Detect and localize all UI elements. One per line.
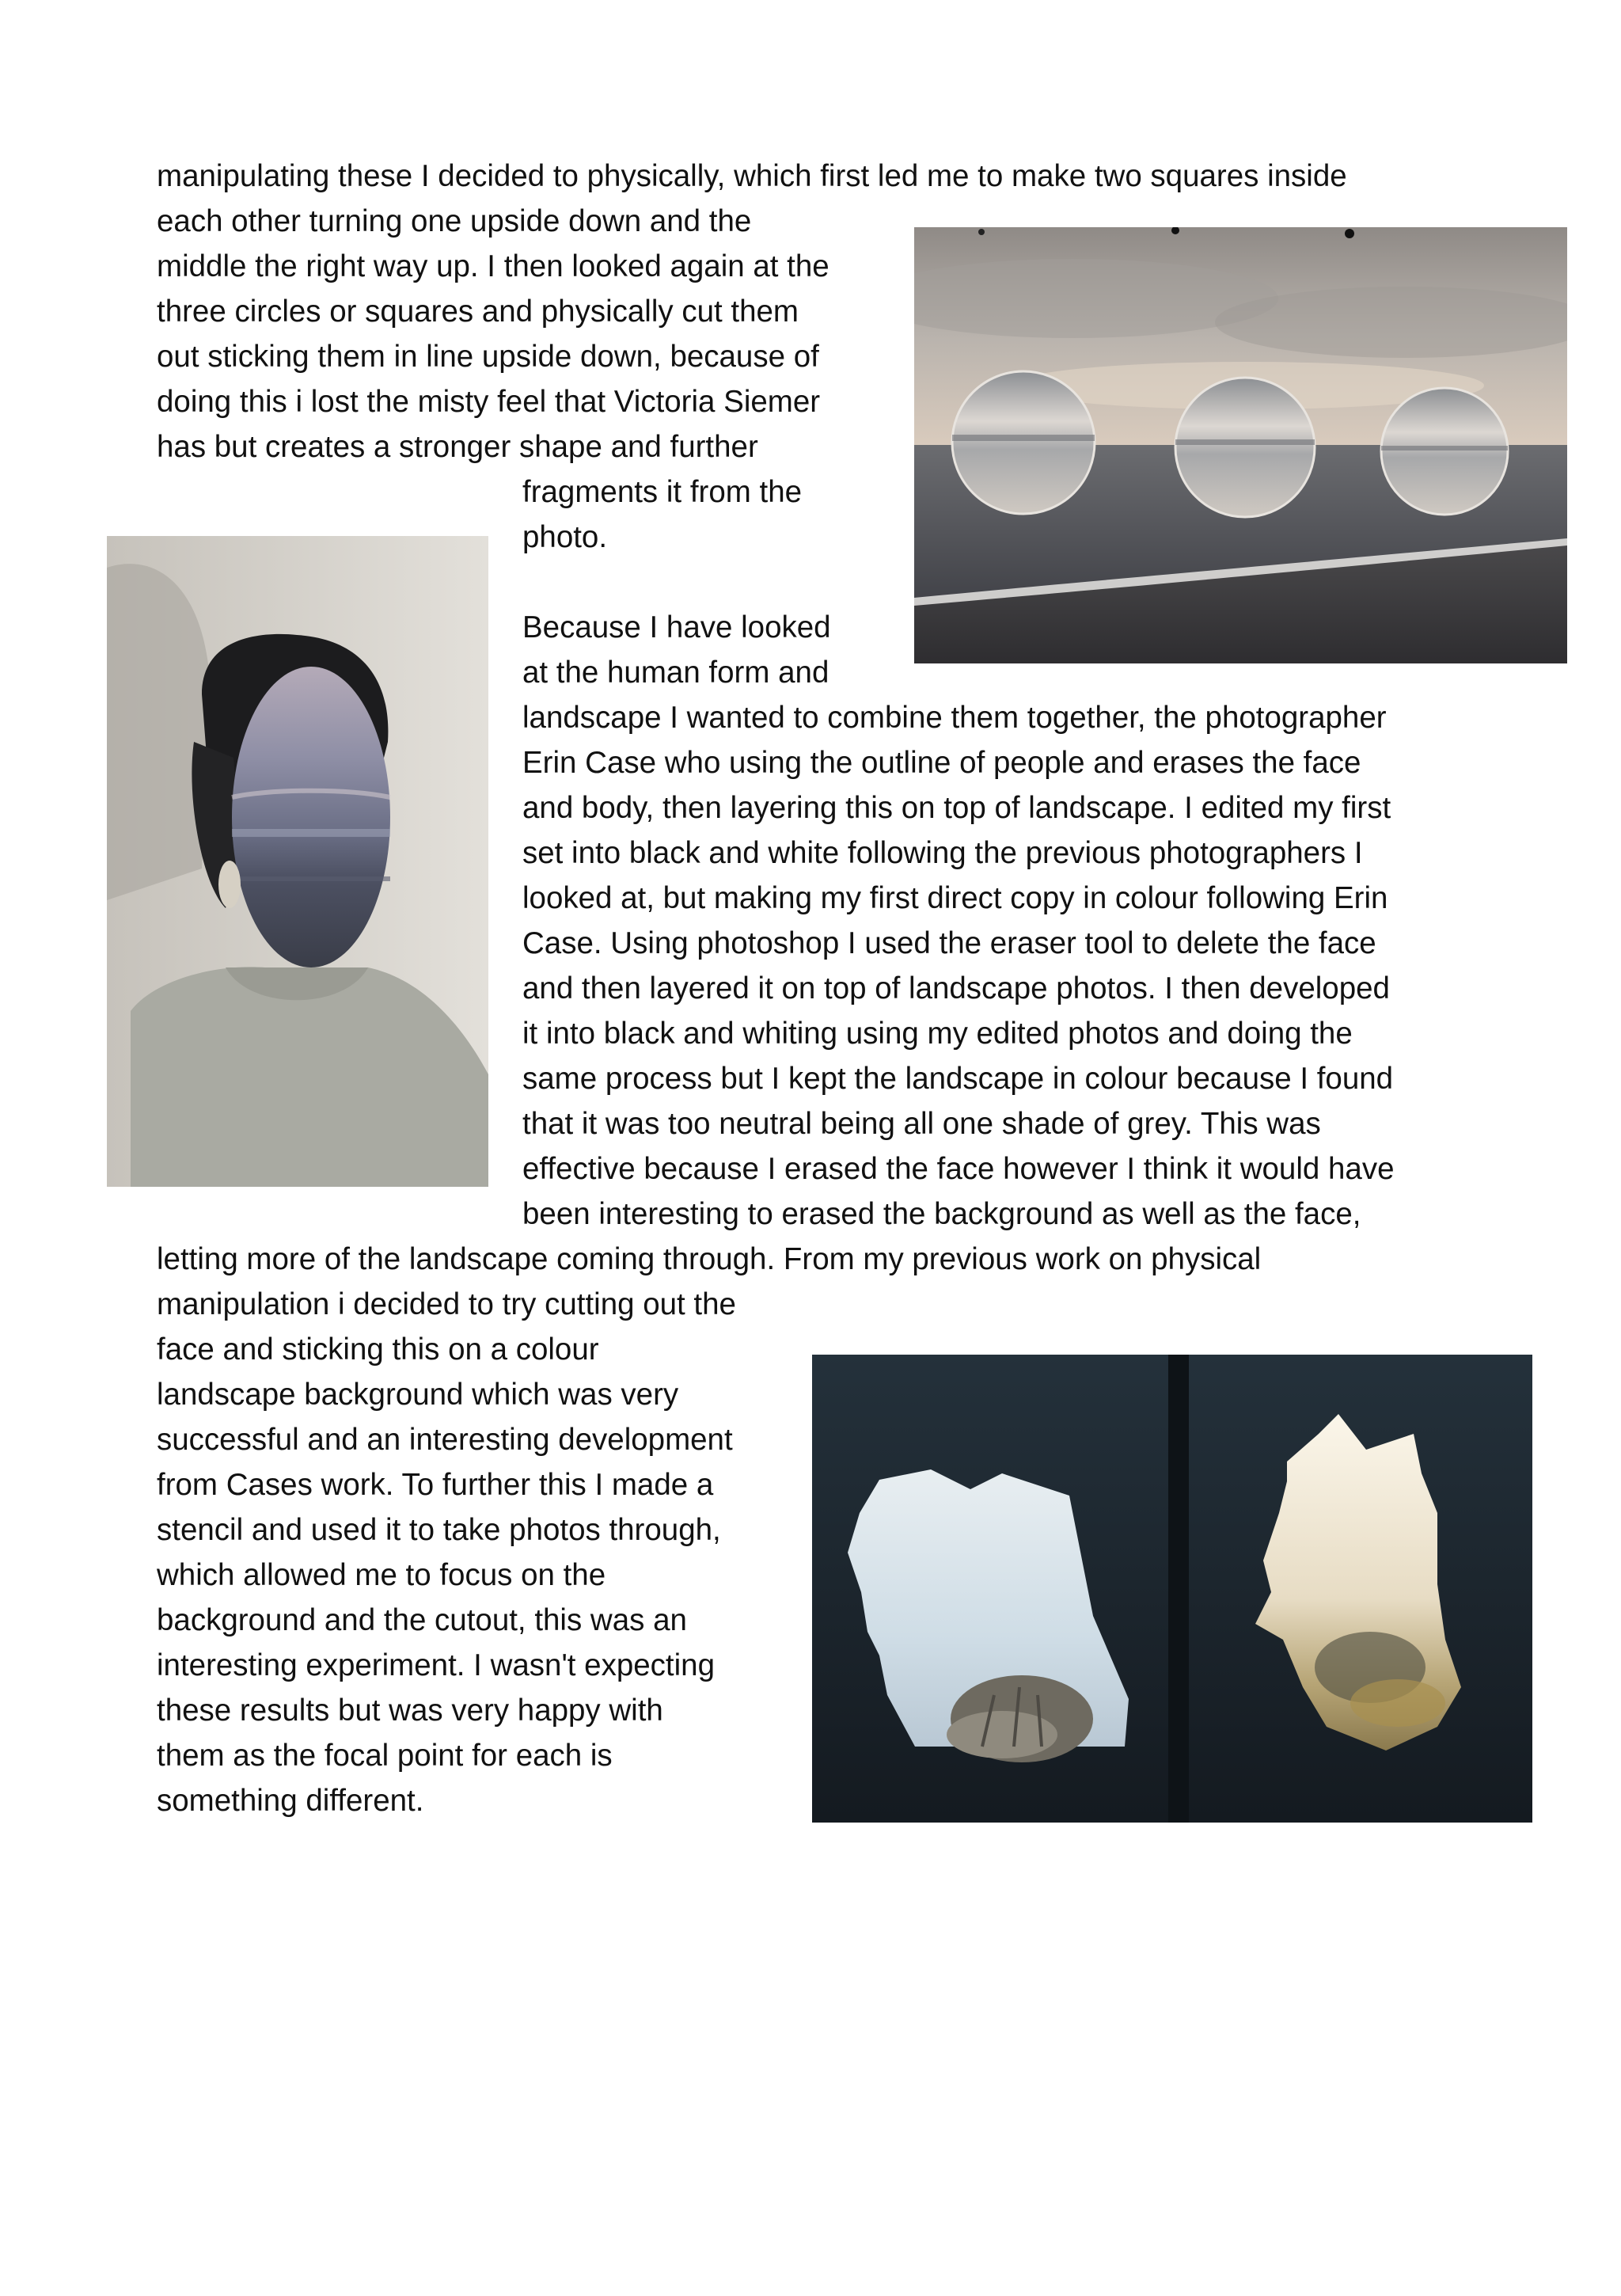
text-line-5: out sticking them in line upside down, because of <box>157 340 819 374</box>
text-line-31: which allowed me to focus on the <box>157 1558 606 1592</box>
text-line-12: landscape I wanted to combine them together, the photographer <box>522 701 1387 735</box>
text-line-25: manipulation i decided to try cutting out the <box>157 1287 736 1321</box>
text-line-36: something different. <box>157 1784 424 1818</box>
text-line-8: fragments it from the <box>522 475 803 509</box>
text-line-2: each other turning one upside down and the <box>157 204 752 238</box>
text-line-27: landscape background which was very <box>157 1378 679 1412</box>
text-line-7: has but creates a stronger shape and further <box>157 430 758 464</box>
text-line-32: background and the cutout, this was an <box>157 1603 687 1637</box>
portrait-photo <box>107 536 488 1187</box>
text-line-14: and body, then layering this on top of landscape. I edited my first <box>522 791 1391 825</box>
text-line-22: effective because I erased the face however I think it would have <box>522 1152 1395 1186</box>
text-line-18: and then layered it on top of landscape photos. I then developed <box>522 971 1390 1005</box>
text-line-10: Because I have looked <box>522 610 831 644</box>
text-line-16: looked at, but making my first direct copy in colour following Erin <box>522 881 1388 915</box>
text-line-19: it into black and whiting using my edited photos and doing the <box>522 1017 1353 1051</box>
text-line-33: interesting experiment. I wasn't expecting <box>157 1648 715 1682</box>
seascape-photo <box>914 227 1567 663</box>
text-line-17: Case. Using photoshop I used the eraser tool to delete the face <box>522 926 1376 960</box>
text-line-6: doing this i lost the misty feel that Victoria Siemer <box>157 385 821 419</box>
text-line-1: manipulating these I decided to physically, which first led me to make two squares inside <box>157 159 1347 193</box>
text-line-34: these results but was very happy with <box>157 1693 663 1728</box>
text-line-26: face and sticking this on a colour <box>157 1332 599 1367</box>
text-line-35: them as the focal point for each is <box>157 1739 613 1773</box>
text-line-28: successful and an interesting development <box>157 1423 733 1457</box>
text-line-3: middle the right way up. I then looked again at the <box>157 249 829 283</box>
text-line-21: that it was too neutral being all one shade of grey. This was <box>522 1107 1321 1141</box>
text-line-23: been interesting to erased the background as well as the face, <box>522 1197 1361 1231</box>
text-line-15: set into black and white following the previous photographers I <box>522 836 1363 870</box>
text-line-24: letting more of the landscape coming through. From my previous work on physical <box>157 1242 1262 1276</box>
text-line-11: at the human form and <box>522 656 829 690</box>
text-line-20: same process but I kept the landscape in colour because I found <box>522 1062 1394 1096</box>
stencil-photo <box>812 1355 1532 1823</box>
text-line-29: from Cases work. To further this I made a <box>157 1468 714 1502</box>
text-line-9: photo. <box>522 520 608 554</box>
text-line-30: stencil and used it to take photos through, <box>157 1513 721 1547</box>
text-line-13: Erin Case who using the outline of people and erases the face <box>522 746 1361 780</box>
text-line-4: three circles or squares and physically cut them <box>157 295 799 329</box>
